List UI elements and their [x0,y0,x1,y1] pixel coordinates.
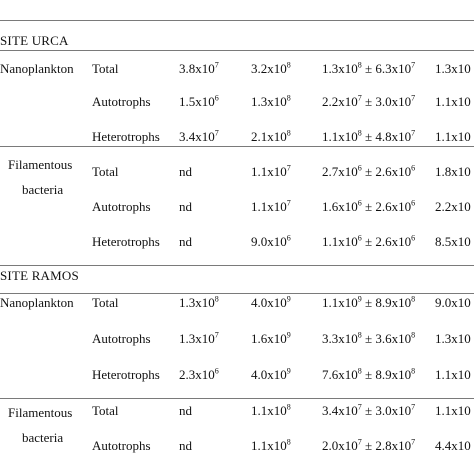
value-cell [435,234,471,250]
value-cell [251,295,291,311]
row-type: Total [92,295,119,310]
group-label: bacteria [22,430,64,445]
table-rule [0,20,474,21]
sd-mantissa: 2.8x10 [375,438,412,453]
value-cell [435,164,471,180]
mantissa: 1.1x10 [322,295,358,310]
sd-exponent: 7 [411,60,416,70]
exponent: 8 [286,437,291,447]
sd-mantissa: 4.8x10 [375,129,412,144]
group-label: bacteria [22,182,64,197]
exponent: 9 [357,294,362,304]
plus-minus: ± [361,367,376,382]
mantissa: 4.4x10 [435,438,471,453]
value-cell [251,403,291,419]
value-cell [179,234,192,250]
sd-mantissa: 2.6x10 [375,164,412,179]
mantissa: 1.3x10 [179,331,215,346]
table-rule [0,293,474,294]
group-label: Filamentous [8,157,73,172]
sd-exponent: 8 [411,294,416,304]
sd-exponent: 6 [411,198,416,208]
value-cell [179,367,219,383]
plus-minus: ± [361,94,376,109]
row-type: Total [92,61,119,76]
value-cell [179,331,219,347]
mantissa: 3.4x10 [179,129,215,144]
value-cell [179,403,192,419]
plus-minus: ± [361,129,376,144]
table-rule [0,398,474,399]
mantissa: 1.1x10 [251,164,287,179]
sd-mantissa: 6.3x10 [375,61,412,76]
mantissa: 1.6x10 [251,331,287,346]
exponent: 6 [214,366,219,376]
plus-minus: ± [361,164,376,179]
value-cell [251,61,291,77]
sd-mantissa: 3.0x10 [375,94,412,109]
table-rule [0,265,474,266]
value-cell [251,331,291,347]
value-cell [179,295,219,311]
value-cell [435,295,471,311]
row-type: Autotrophs [92,331,151,346]
exponent: 6 [357,233,362,243]
exponent: 8 [357,60,362,70]
mantissa: 1.1x10 [435,129,471,144]
sd-mantissa: 3.0x10 [375,403,412,418]
exponent: 8 [286,93,291,103]
row-type: Heterotrophs [92,367,160,382]
value-cell [179,438,192,454]
mantissa: 2.3x10 [179,367,215,382]
mantissa: 7.6x10 [322,367,358,382]
mantissa: 1.1x10 [435,403,471,418]
section-title: SITE RAMOS [0,268,79,283]
mantissa: nd [179,164,192,179]
mantissa: nd [179,199,192,214]
value-cell [251,234,291,250]
mantissa: 1.1x10 [435,367,471,382]
mantissa: 3.8x10 [179,61,215,76]
value-cell [322,295,415,311]
value-cell [435,438,471,454]
value-cell [435,94,471,110]
sd-exponent: 8 [411,366,416,376]
value-cell [322,164,415,180]
plus-minus: ± [361,295,376,310]
exponent: 7 [357,437,362,447]
mantissa: nd [179,438,192,453]
mantissa: 1.3x10 [435,331,471,346]
exponent: 7 [357,93,362,103]
sd-exponent: 6 [411,233,416,243]
mantissa: 8.5x10 [435,234,471,249]
row-type: Total [92,403,119,418]
value-cell [322,61,415,77]
section-title: SITE URCA [0,33,69,48]
value-cell [322,367,415,383]
value-cell [322,129,415,145]
mantissa: 3.4x10 [322,403,358,418]
value-cell [322,94,415,110]
exponent: 8 [357,366,362,376]
row-type: Autotrophs [92,94,151,109]
plus-minus: ± [361,438,376,453]
mantissa: 1.5x10 [179,94,215,109]
value-cell [251,367,291,383]
exponent: 6 [214,93,219,103]
mantissa: 1.3x10 [251,94,287,109]
mantissa: 1.1x10 [322,129,358,144]
value-cell [251,164,291,180]
exponent: 7 [214,60,219,70]
sd-mantissa: 2.6x10 [375,234,412,249]
value-cell [251,438,291,454]
table-rule [0,50,474,51]
mantissa: 9.0x10 [435,295,471,310]
mantissa: 1.1x10 [251,199,287,214]
plus-minus: ± [361,61,376,76]
group-label: Nanoplankton [0,61,74,76]
sd-exponent: 7 [411,128,416,138]
mantissa: 1.3x10 [179,295,215,310]
exponent: 8 [286,60,291,70]
exponent: 6 [286,233,291,243]
value-cell [322,403,415,419]
row-type: Autotrophs [92,199,151,214]
sd-exponent: 7 [411,402,416,412]
mantissa: 2.2x10 [322,94,358,109]
mantissa: 4.0x10 [251,367,287,382]
value-cell [322,199,415,215]
mantissa: 2.7x10 [322,164,358,179]
exponent: 7 [286,163,291,173]
value-cell [322,438,415,454]
exponent: 9 [286,366,291,376]
row-type: Autotrophs [92,438,151,453]
exponent: 9 [286,330,291,340]
mantissa: 1.1x10 [435,94,471,109]
mantissa: 1.1x10 [322,234,358,249]
value-cell [251,129,291,145]
group-label: Nanoplankton [0,295,74,310]
mantissa: 1.3x10 [435,61,471,76]
sd-mantissa: 2.6x10 [375,199,412,214]
mantissa: 9.0x10 [251,234,287,249]
exponent: 7 [357,402,362,412]
mantissa: 3.3x10 [322,331,358,346]
value-cell [179,129,219,145]
mantissa: nd [179,403,192,418]
exponent: 6 [357,198,362,208]
value-cell [322,234,415,250]
sd-mantissa: 3.6x10 [375,331,412,346]
mantissa: 2.1x10 [251,129,287,144]
value-cell [435,199,471,215]
exponent: 8 [214,294,219,304]
exponent: 8 [286,402,291,412]
plus-minus: ± [361,199,376,214]
mantissa: 1.1x10 [251,403,287,418]
sd-exponent: 7 [411,93,416,103]
mantissa: 2.2x10 [435,199,471,214]
mantissa: nd [179,234,192,249]
exponent: 7 [286,198,291,208]
value-cell [251,199,291,215]
exponent: 8 [286,128,291,138]
mantissa: 2.0x10 [322,438,358,453]
value-cell [435,403,471,419]
sd-exponent: 6 [411,163,416,173]
exponent: 7 [214,330,219,340]
value-cell [251,94,291,110]
value-cell [179,199,192,215]
mantissa: 1.3x10 [322,61,358,76]
row-type: Heterotrophs [92,129,160,144]
exponent: 7 [214,128,219,138]
group-label: Filamentous [8,405,73,420]
value-cell [179,61,219,77]
value-cell [179,94,219,110]
row-type: Total [92,164,119,179]
exponent: 9 [286,294,291,304]
plus-minus: ± [361,331,376,346]
exponent: 6 [357,163,362,173]
plus-minus: ± [361,234,376,249]
value-cell [435,129,471,145]
mantissa: 1.8x10 [435,164,471,179]
table-rule [0,146,474,147]
sd-mantissa: 8.9x10 [375,367,412,382]
sd-exponent: 7 [411,437,416,447]
mantissa: 1.6x10 [322,199,358,214]
value-cell [435,331,471,347]
value-cell [435,61,471,77]
mantissa: 4.0x10 [251,295,287,310]
value-cell [322,331,415,347]
sd-mantissa: 8.9x10 [375,295,412,310]
mantissa: 1.1x10 [251,438,287,453]
exponent: 8 [357,330,362,340]
sd-exponent: 8 [411,330,416,340]
value-cell [435,367,471,383]
row-type: Heterotrophs [92,234,160,249]
plus-minus: ± [361,403,376,418]
value-cell [179,164,192,180]
mantissa: 3.2x10 [251,61,287,76]
exponent: 8 [357,128,362,138]
